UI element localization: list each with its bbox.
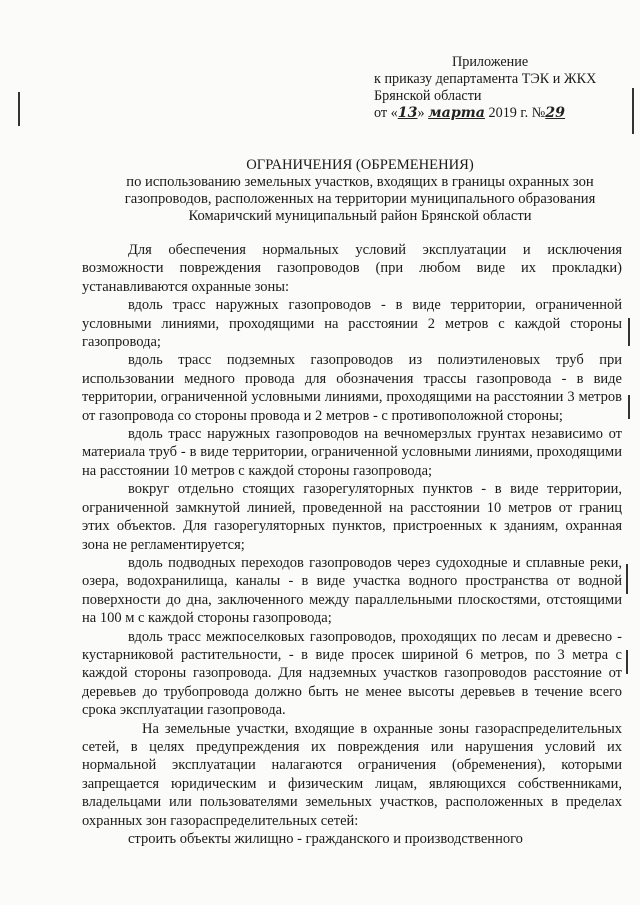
- appendix-date-line: [374, 105, 636, 122]
- paragraph: вдоль трасс межпоселковых газопроводов, проходящих по лесам и древесно - кустарниковой растительности, - в виде просек шириной 6 метров, по 3 метра с каждой стороны газопровода. Для надземных участков газопроводов расстояние от деревьев до трубопровода должно быть не менее высоты деревьев в течение всего срока эксплуатации газопровода.: [82, 628, 622, 719]
- title-line-1: по использованию земельных участков, входящих в границы охранных зон: [126, 174, 594, 190]
- date-year: 2019 г. №: [488, 105, 546, 121]
- date-day-handwritten: 13: [397, 105, 418, 121]
- order-number-handwritten: 29: [545, 105, 566, 121]
- title-line-2: газопроводов, расположенных на территории муниципального образования: [124, 191, 596, 207]
- scan-artifact: [18, 92, 20, 126]
- title-heading: ОГРАНИЧЕНИЯ (ОБРЕМЕНЕНИЯ): [246, 157, 474, 173]
- date-close: »: [417, 105, 425, 121]
- paragraph: вдоль подводных переходов газопроводов через судоходные и сплавные реки, озера, водохранилища, каналы - в виде участка водного пространства от водной поверхности до дна, заключенного между параллельными плоскостями, отстоящими на 100 м с каждой стороны газопровода;: [82, 554, 622, 627]
- paragraph: Для обеспечения нормальных условий эксплуатации и исключения возможности повреждения газопроводов (при любом виде их прокладки) устанавливаются охранные зоны:: [82, 242, 622, 295]
- paragraph: вдоль трасс подземных газопроводов из полиэтиленовых труб при использовании медного провода для обозначения трассы газопровода - в виде территории, ограниченной условными линиями, проходящими на расстоянии 3 метров от газопровода со стороны провода и 2 метров - с противоположной стороны;: [82, 352, 622, 424]
- paragraph: На земельные участки, входящие в охранные зоны газораспределительных сетей, в целях предупреждения их повреждения или нарушения условий их нормальной эксплуатации налагаются ограничения (обременения), которыми запрещается юридическим и физическим лицам, являющихся собственниками, владельцами или пользователями земельных участков, расположенных в пределах охранных зон газораспределительных сетей:: [82, 720, 622, 829]
- date-prefix: от «: [374, 105, 398, 121]
- scan-artifact: [628, 395, 630, 419]
- appendix-title: Приложение: [452, 54, 529, 70]
- appendix-order-ref: к приказу департамента ТЭК и ЖКХ: [374, 71, 597, 87]
- paragraph: строить объекты жилищно - гражданского и производственного: [128, 831, 523, 847]
- title-line-3: Комаричский муниципальный район Брянской области: [188, 208, 532, 224]
- document-title: [100, 157, 620, 225]
- scan-artifact: [626, 650, 628, 674]
- appendix-header: [374, 54, 636, 122]
- scan-artifact: [628, 318, 630, 346]
- scan-artifact: [626, 564, 628, 594]
- paragraph: вокруг отдельно стоящих газорегуляторных пунктов - в виде территории, ограниченной замкнутой линией, проведенной на расстоянии 10 метров от границ этих объектов. Для газорегуляторных пунктов, пристроенных к зданиям, охранная зона не регламентируется;: [82, 481, 622, 553]
- date-month-handwritten: марта: [428, 105, 485, 121]
- paragraph: вдоль трасс наружных газопроводов на вечномерзлых грунтах независимо от материала труб - в виде территории, ограниченной условными линиями, проходящими на расстоянии 10 метров с каждой стороны газопровода;: [82, 426, 622, 479]
- document-body: [82, 241, 622, 848]
- paragraph: вдоль трасс наружных газопроводов - в виде территории, ограниченной условными линиями, проходящими на расстоянии 2 метров с каждой стороны газопровода;: [82, 297, 622, 351]
- appendix-region: Брянской области: [374, 88, 482, 104]
